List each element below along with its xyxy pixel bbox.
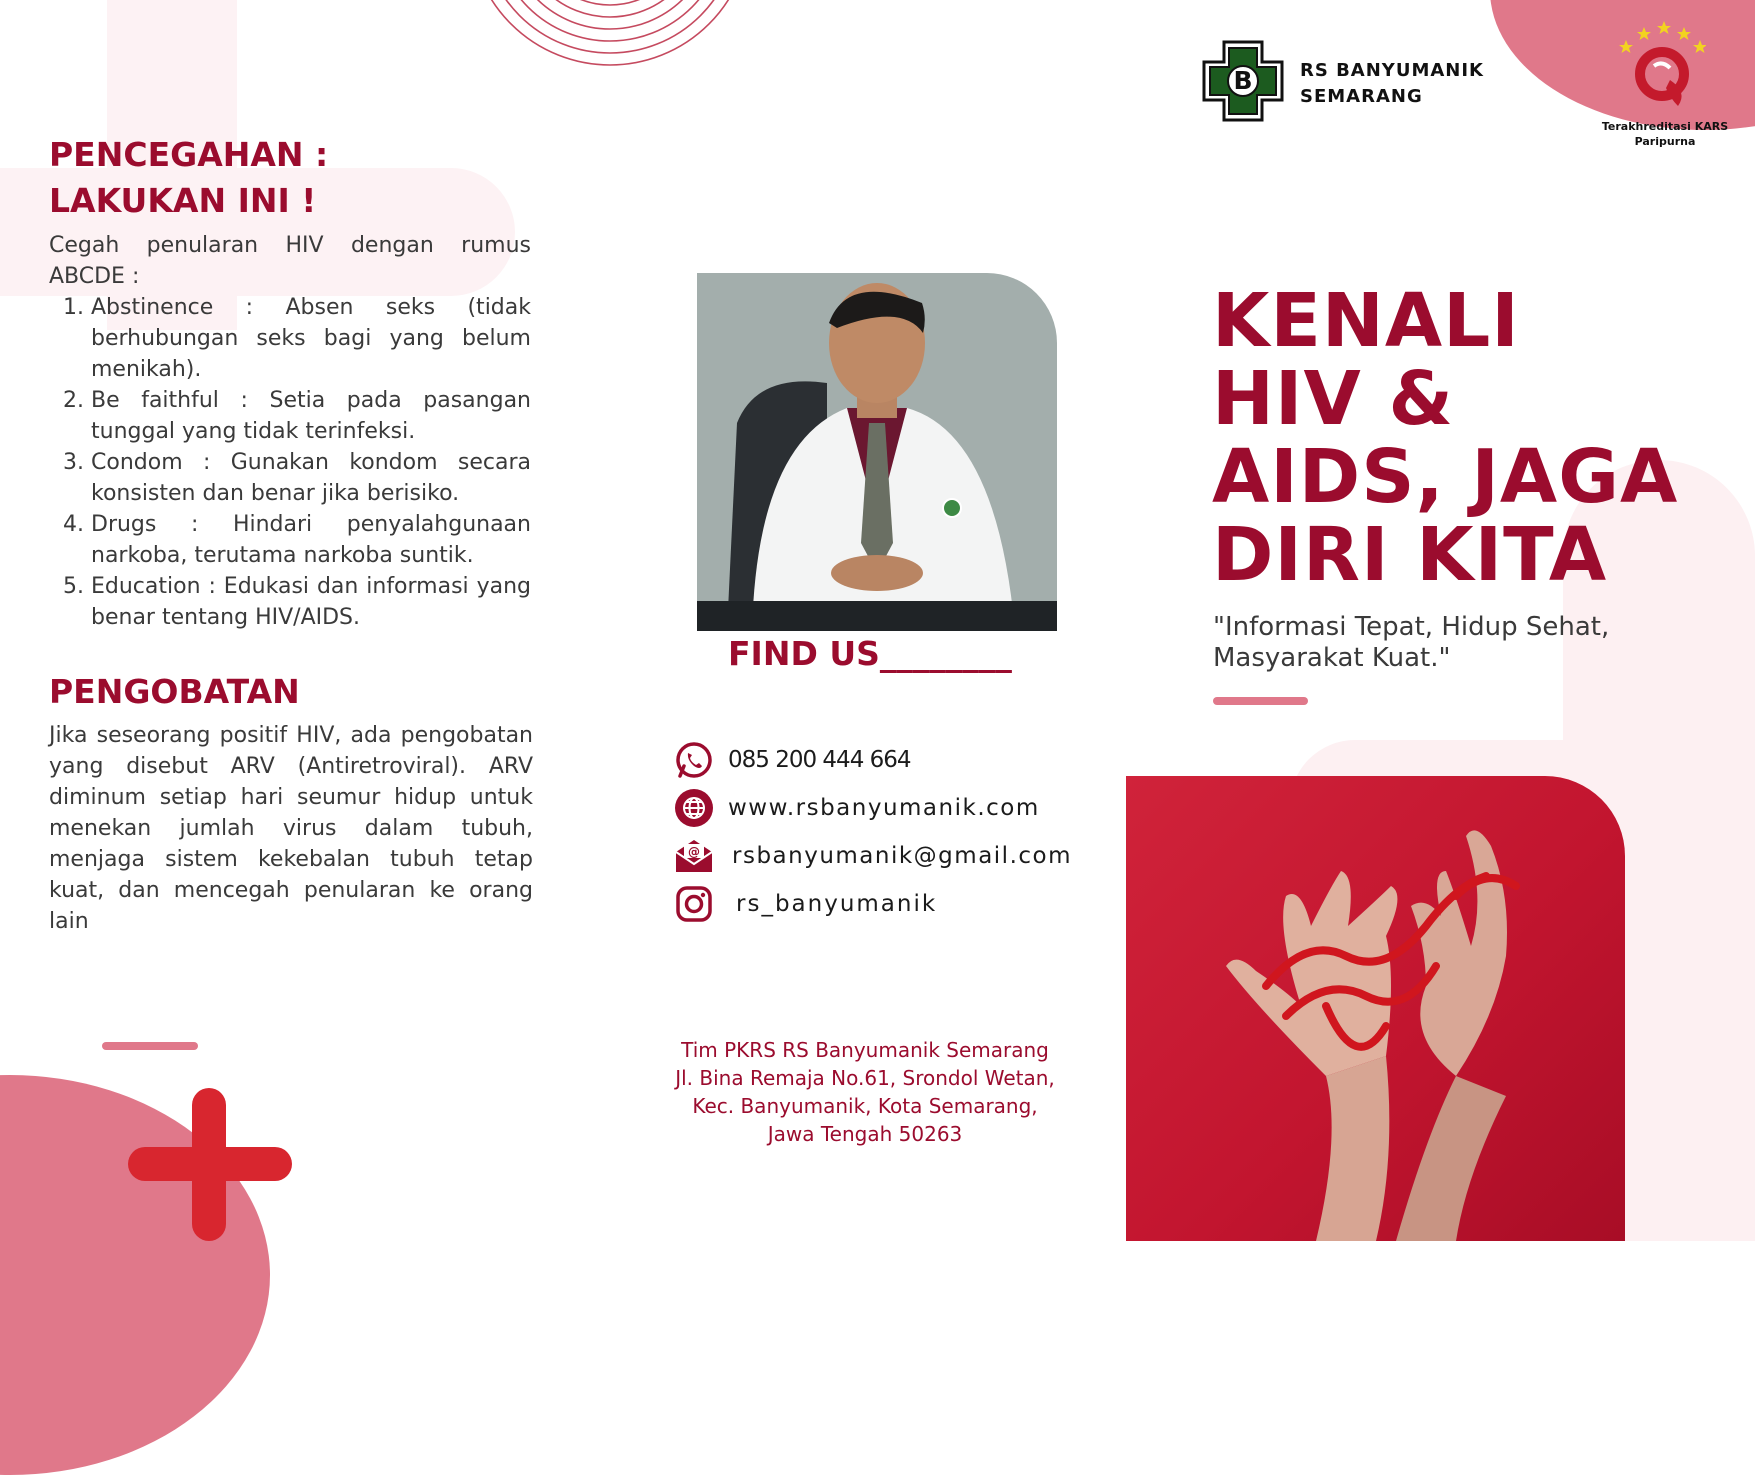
headline-line3: AIDS, JAGA bbox=[1212, 434, 1679, 520]
find-us-title: FIND US________ bbox=[728, 634, 1012, 673]
contact-phone-row[interactable] bbox=[674, 740, 1094, 780]
prevention-list bbox=[49, 292, 531, 633]
red-ribbon-hands-image bbox=[1126, 776, 1625, 1241]
doctor-photo bbox=[697, 273, 1057, 631]
kars-logo-icon bbox=[1614, 18, 1706, 110]
prevention-section bbox=[49, 132, 531, 633]
contact-list bbox=[674, 740, 1094, 924]
contact-instagram-row[interactable] bbox=[674, 884, 1094, 924]
svg-text:@: @ bbox=[688, 845, 700, 859]
tagline-line1: "Informasi Tepat, Hidup Sehat, bbox=[1213, 612, 1610, 642]
email-icon bbox=[674, 836, 714, 876]
hands-illustration bbox=[1126, 776, 1625, 1241]
treatment-text: Jika seseorang positif HIV, ada pengobatan yang disebut ARV (Antiretroviral). ARV diminum setiap hari seumur hidup untuk menekan jumlah virus dalam tubuh, menjaga sistem kekebalan tubuh tetap kuat, dan mencegah penularan ke orang lain bbox=[49, 723, 533, 934]
address-line3: Kec. Banyumanik, Kota Semarang, bbox=[692, 1094, 1038, 1118]
bg-concentric-circles bbox=[460, 0, 760, 75]
headline-line2: HIV & bbox=[1212, 356, 1455, 442]
list-item: 1. Abstinence : Absen seks (tidak berhubungan seks bagi yang belum menikah). bbox=[91, 292, 531, 385]
address-line2: Jl. Bina Remaja No.61, Srondol Wetan, bbox=[675, 1066, 1055, 1090]
phone-text: 085 200 444 664 bbox=[728, 747, 911, 773]
hospital-name bbox=[1300, 58, 1484, 110]
website-text: www.rsbanyumanik.com bbox=[728, 795, 1040, 821]
prevention-title-line2: LAKUKAN INI ! bbox=[49, 181, 317, 220]
hospital-logo-letter: B bbox=[1233, 66, 1253, 95]
treatment-title: PENGOBATAN bbox=[49, 672, 300, 711]
hospital-name-line2: SEMARANG bbox=[1300, 86, 1423, 107]
prevention-intro: Cegah penularan HIV dengan rumus ABCDE : bbox=[49, 233, 531, 289]
headline bbox=[1212, 278, 1679, 598]
bg-pink-dash-bottom-left bbox=[102, 1042, 198, 1050]
email-text: rsbanyumanik@gmail.com bbox=[732, 843, 1072, 869]
tagline-line2: Masyarakat Kuat." bbox=[1213, 643, 1451, 673]
contact-website-row[interactable] bbox=[674, 788, 1094, 828]
prevention-title bbox=[49, 132, 531, 224]
accreditation-line2: Paripurna bbox=[1634, 135, 1696, 148]
treatment-section bbox=[49, 670, 533, 937]
whatsapp-icon bbox=[674, 740, 714, 780]
headline-line4: DIRI KITA bbox=[1212, 512, 1608, 598]
list-item: 4. Drugs : Hindari penyalahgunaan narkoba, terutama narkoba suntik. bbox=[91, 509, 531, 571]
address-block bbox=[640, 1036, 1090, 1148]
address-line4: Jawa Tengah 50263 bbox=[767, 1122, 963, 1146]
tagline-divider bbox=[1213, 697, 1308, 705]
headline-line1: KENALI bbox=[1212, 278, 1520, 364]
accreditation-text bbox=[1590, 119, 1740, 149]
red-plus-icon bbox=[128, 1088, 292, 1241]
contact-email-row[interactable] bbox=[674, 836, 1094, 876]
instagram-text: rs_banyumanik bbox=[736, 891, 938, 917]
doctor-illustration bbox=[697, 273, 1057, 631]
instagram-icon bbox=[674, 884, 714, 924]
tagline bbox=[1213, 612, 1609, 674]
address-line1: Tim PKRS RS Banyumanik Semarang bbox=[681, 1038, 1049, 1062]
list-item: 5. Education : Edukasi dan informasi yang benar tentang HIV/AIDS. bbox=[91, 571, 531, 633]
list-item: 2. Be faithful : Setia pada pasangan tunggal yang tidak terinfeksi. bbox=[91, 385, 531, 447]
accreditation-line1: Terakhreditasi KARS bbox=[1601, 120, 1729, 133]
globe-icon bbox=[674, 788, 714, 828]
prevention-title-line1: PENCEGAHAN : bbox=[49, 135, 329, 174]
list-item: 3. Condom : Gunakan kondom secara konsisten dan benar jika berisiko. bbox=[91, 447, 531, 509]
hospital-name-line1: RS BANYUMANIK bbox=[1300, 60, 1485, 81]
